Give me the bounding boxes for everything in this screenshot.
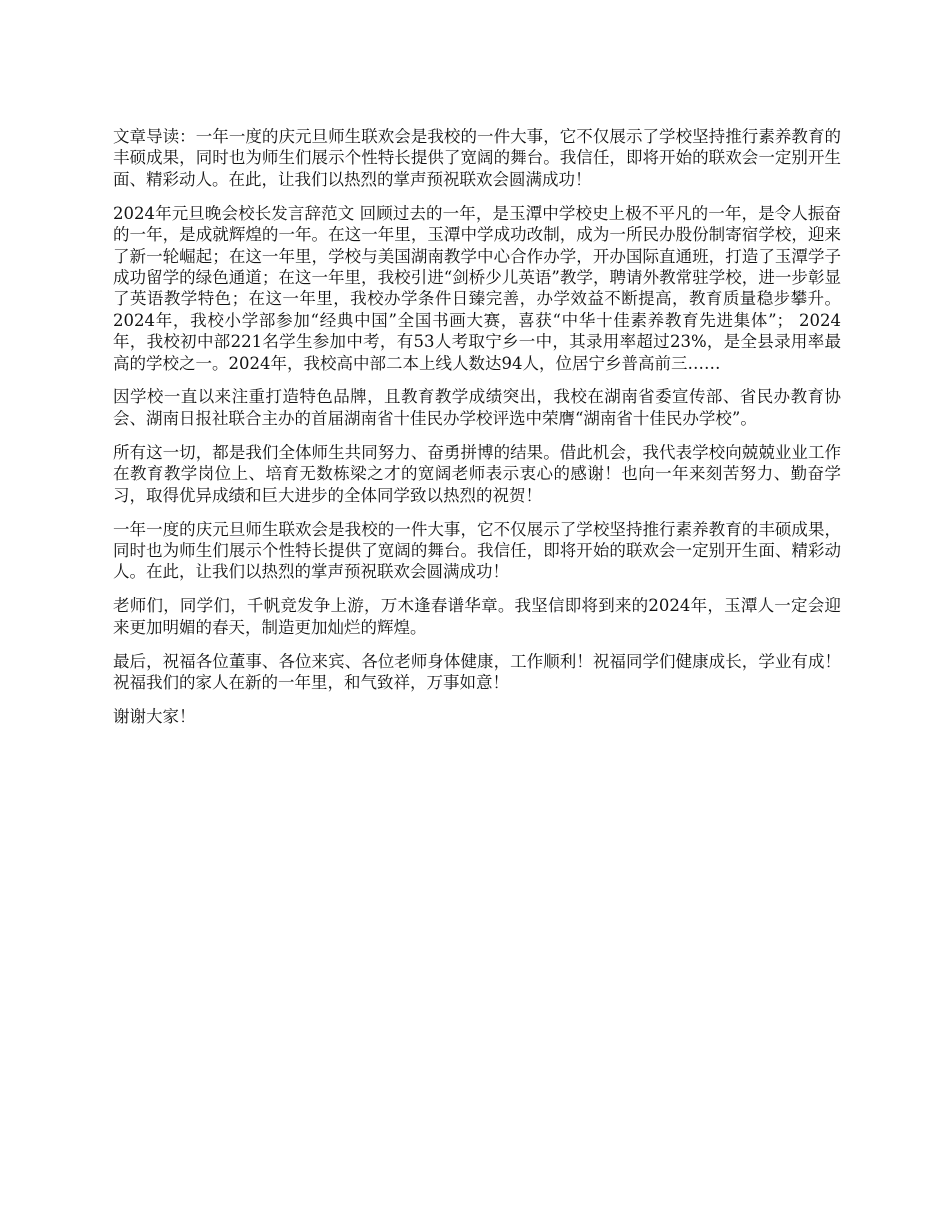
- gala-paragraph: 一年一度的庆元旦师生联欢会是我校的一件大事，它不仅展示了学校坚持推行素养教育的丰硕成果，同时也为师生们展示个性特长提供了宽阔的舞台。我信任，即将开始的联欢会一定别开生面、精彩动人。在此，让我们以热烈的掌声预祝联欢会圆满成功！: [113, 519, 841, 582]
- thanks-paragraph: 所有这一切，都是我们全体师生共同努力、奋勇拼博的结果。借此机会，我代表学校向兢兢业业工作在教育教学岗位上、培育无数栋梁之才的宽阔老师表示衷心的感谢！也向一年来刻苦努力、勤奋学习，取得优异成绩和巨大进步的全体同学致以热烈的祝贺！: [113, 442, 841, 505]
- intro-paragraph: 文章导读：一年一度的庆元旦师生联欢会是我校的一件大事，它不仅展示了学校坚持推行素养教育的丰硕成果，同时也为师生们展示个性特长提供了宽阔的舞台。我信任，即将开始的联欢会一定别开生面、精彩动人。在此，让我们以热烈的掌声预祝联欢会圆满成功！: [113, 127, 841, 189]
- outlook-paragraph: 老师们，同学们，千帆竞发争上游，万木逢春谱华章。我坚信即将到来的2024年，玉潭人一定会迎来更加明媚的春天，制造更加灿烂的辉煌。: [113, 596, 841, 637]
- honor-paragraph: 因学校一直以来注重打造特色品牌，且教育教学成绩突出，我校在湖南省委宣传部、省民办教育协会、湖南日报社联合主办的首届湖南省十佳民办学校评选中荣膺“湖南省十佳民办学校”。: [113, 387, 841, 428]
- document-body: [113, 126, 841, 740]
- blessing-paragraph: 最后，祝福各位董事、各位来宾、各位老师身体健康，工作顺利！祝福同学们健康成长，学业有成！祝福我们的家人在新的一年里，和气致祥，万事如意！: [113, 651, 841, 692]
- review-paragraph: 2024年元旦晚会校长发言辞范文 回顾过去的一年，是玉潭中学校史上极不平凡的一年，是令人振奋的一年，是成就辉煌的一年。在这一年里，玉潭中学成功改制，成为一所民办股份制寄宿学校，迎来了新一轮崛起；在这一年里，学校与美国湖南教学中心合作办学，开办国际直通班，打造了玉潭学子成功留学的绿色通道；在这一年里，我校引进“剑桥少儿英语”教学，聘请外教常驻学校，进一步彰显了英语教学特色；在这一年里，我校办学条件日臻完善，办学效益不断提高，教育质量稳步攀升。2024年，我校小学部参加“经典中国”全国书画大赛，喜获“中华十佳素养教育先进集体”； 2024年，我校初中部221名学生参加中考，有53人考取宁乡一中，其录用率超过23%，是全县录用率最高的学校之一。2024年，我校高中部二本上线人数达94人，位居宁乡普高前三……: [113, 203, 841, 373]
- closing-paragraph: 谢谢大家！: [113, 706, 196, 726]
